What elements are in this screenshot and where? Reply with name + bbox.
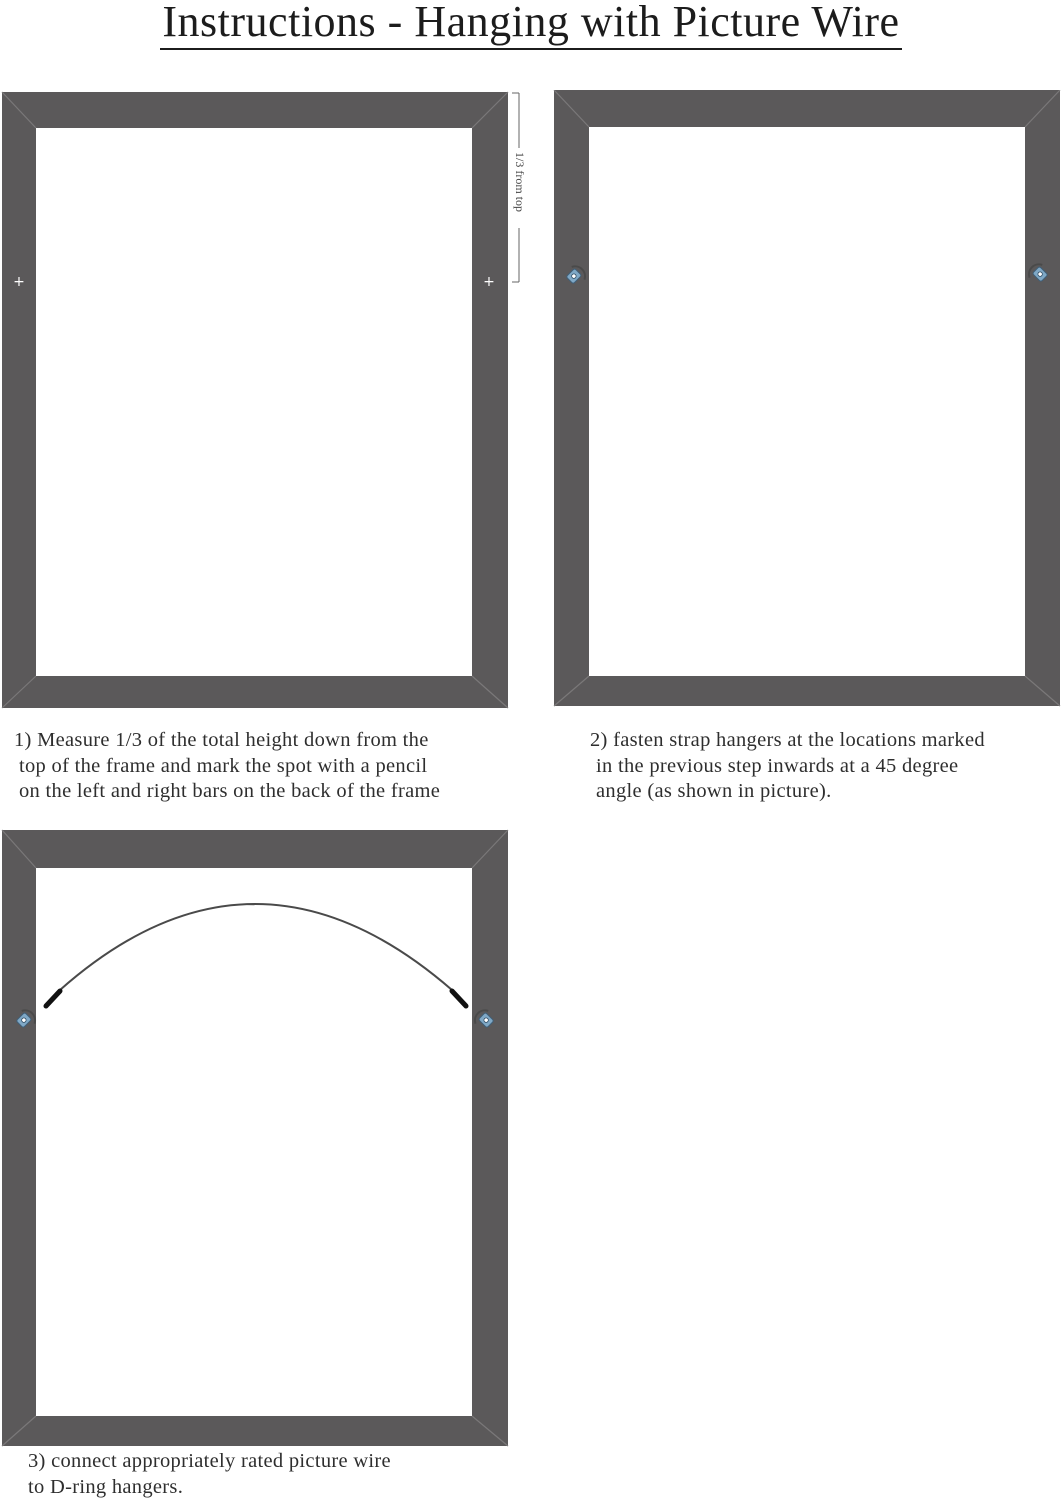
marker-right: +: [483, 274, 495, 290]
caption-line: 3) connect appropriately rated picture wire: [28, 1450, 391, 1472]
caption-line: 1) Measure 1/3 of the total height down from the: [14, 729, 429, 751]
picture-wire: [60, 904, 452, 990]
frame-step-2: [552, 90, 1062, 712]
step-1-caption: [14, 728, 440, 805]
pencil-mark-left: [13, 274, 25, 290]
caption-line: to D-ring hangers.: [28, 1475, 184, 1498]
marker-left: +: [13, 274, 25, 290]
caption-line: top of the frame and mark the spot with a pencil: [19, 754, 428, 777]
dimension-label: 1/3 from top: [513, 152, 527, 212]
page-title-text: Instructions - Hanging with Picture Wire: [160, 0, 901, 50]
pencil-mark-right: [483, 274, 495, 290]
step-2-caption: [590, 728, 985, 805]
caption-line: on the left and right bars on the back of the frame: [19, 780, 441, 802]
caption-line: angle (as shown in picture).: [596, 780, 832, 802]
frame-step-3: [0, 828, 530, 1450]
caption-line: in the previous step inwards at a 45 degree: [596, 754, 959, 777]
frame-step-1: [0, 90, 530, 712]
wire-crimp-right-icon: [452, 991, 466, 1006]
caption-line: 2) fasten strap hangers at the locations marked: [590, 729, 985, 751]
wire-crimp-left-icon: [46, 991, 60, 1006]
step-3-caption: [28, 1449, 391, 1500]
page-title: [0, 0, 1062, 56]
